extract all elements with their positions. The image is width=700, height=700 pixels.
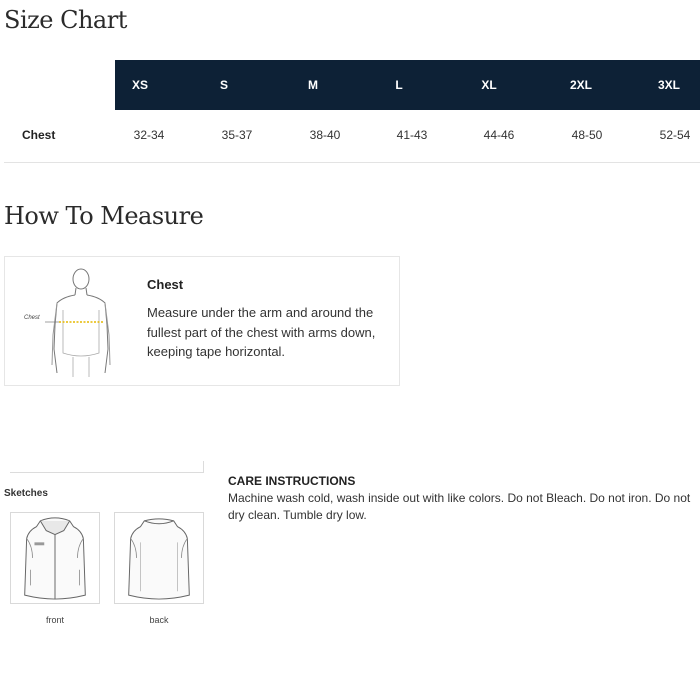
chest-value-m: 38-40 [309, 128, 341, 142]
chest-row-label: Chest [22, 128, 56, 142]
sketches-heading: Sketches [4, 488, 48, 499]
measure-heading: Chest [147, 277, 184, 292]
size-2xl-header: 2XL [569, 78, 592, 92]
chest-value-3xl: 52-54 [659, 128, 691, 142]
size-table-header [115, 60, 700, 110]
measure-description: Measure under the arm and around the fullest part of the chest with arms down, keeping tape horizontal. [147, 305, 376, 359]
chest-value-s: 35-37 [221, 128, 253, 142]
figure-chest-label: Chest [24, 315, 40, 321]
care-heading: CARE INSTRUCTIONS [228, 474, 356, 488]
chest-value-xl: 44-46 [483, 128, 515, 142]
sketch-divider-end [203, 461, 204, 473]
table-divider [4, 162, 700, 163]
vest-front-sketch [10, 512, 100, 604]
size-l-header: L [395, 78, 403, 92]
vest-back-sketch [114, 512, 204, 604]
vest-back-icon [115, 513, 203, 603]
size-3xl-header: 3XL [657, 78, 680, 92]
size-chart-title: Size Chart [4, 6, 127, 34]
chest-measure-figure [23, 265, 135, 381]
chest-value-l: 41-43 [396, 128, 428, 142]
care-text: Machine wash cold, wash inside out with like colors. Do not Bleach. Do not iron. Do not dry clean. Tumble dry low. [228, 491, 691, 522]
chest-value-xs: 32-34 [133, 128, 165, 142]
back-caption: back [149, 615, 169, 625]
how-to-measure-title: How To Measure [4, 202, 204, 230]
size-m-header: M [308, 78, 318, 92]
chest-value-2xl: 48-50 [571, 128, 603, 142]
size-xs-header: XS [131, 78, 148, 92]
measure-card [4, 256, 400, 386]
size-s-header: S [219, 78, 228, 92]
front-caption: front [45, 615, 64, 625]
size-xl-header: XL [481, 78, 497, 92]
sketch-divider [10, 472, 204, 473]
vest-front-icon [11, 513, 99, 603]
